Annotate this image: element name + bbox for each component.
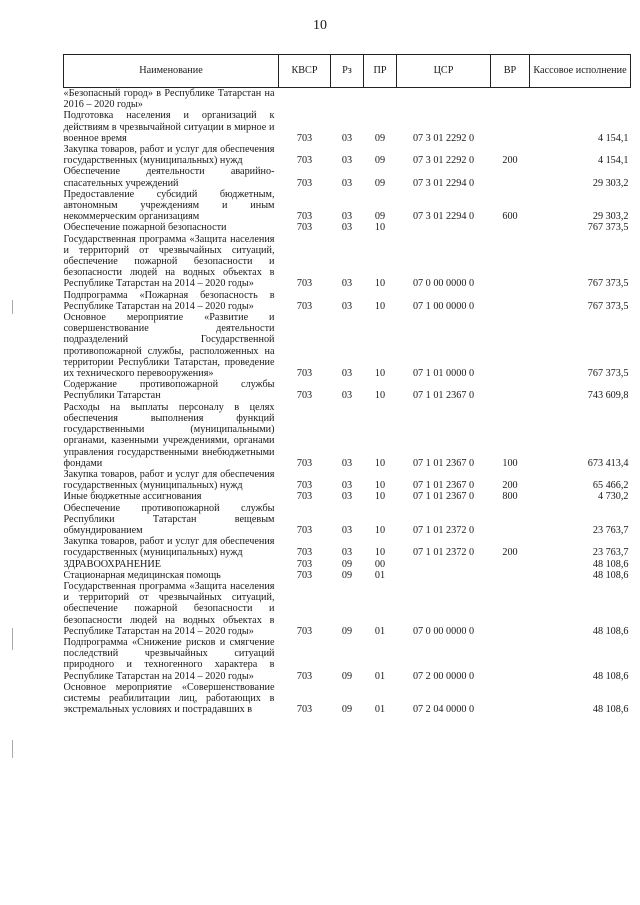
row-kvsr: 703 (296, 300, 313, 312)
row-name: Иные бюджетные ассигнования (63, 491, 202, 503)
row-kvsr: 703 (296, 155, 313, 167)
row-csr: 07 3 01 2292 0 (412, 132, 475, 144)
row-sum: 767 373,5 (587, 300, 629, 312)
row-kvsr: 703 (296, 558, 313, 570)
row-vr (491, 570, 530, 581)
row-kvsr: 703 (296, 368, 313, 380)
table-row (64, 88, 631, 111)
table-row (64, 559, 631, 570)
row-csr: 07 3 01 2294 0 (412, 211, 475, 223)
row-sum: 4 154,1 (597, 132, 629, 144)
row-name: Основное мероприятие «Совершенствование системы реабилитации лиц, работающих в экстремальных условиях и пострадавших в (63, 681, 275, 716)
table-row (64, 189, 631, 223)
row-name: Государственная программа «Защита населения и территорий от чрезвычайных ситуаций, обеспечение пожарной безопасности и безопасности людей на водных объектах в Республике Татарстан на 2014 – 2020 годы» (63, 233, 275, 290)
row-vr (491, 312, 530, 379)
row-pr: 09 (374, 155, 386, 167)
row-csr: 07 1 01 2372 0 (412, 547, 475, 559)
row-pr: 10 (374, 457, 386, 469)
table-row (64, 581, 631, 637)
row-vr (491, 682, 530, 716)
row-rz: 03 (341, 211, 353, 223)
row-csr: 07 0 00 0000 0 (412, 625, 475, 637)
row-sum: 48 108,6 (592, 704, 629, 716)
col-header-kvsr: КВСР (279, 55, 331, 88)
row-kvsr: 703 (296, 132, 313, 144)
table-row (64, 290, 631, 312)
row-kvsr: 703 (296, 177, 313, 189)
row-sum: 29 303,2 (592, 177, 629, 189)
row-pr: 10 (374, 300, 386, 312)
row-kvsr: 703 (296, 625, 313, 637)
row-vr (491, 222, 530, 233)
table-row (64, 503, 631, 537)
col-header-rz: Рз (331, 55, 364, 88)
row-name: Расходы на выплаты персоналу в целях обеспечения выполнения функций государственными (муниципальными) органами, казенными учреждениями, органами управления государственными внебюджетными фондами (63, 401, 275, 469)
margin-mark (12, 628, 13, 650)
row-vr (491, 581, 530, 637)
row-rz: 09 (341, 569, 353, 581)
row-name: Основное мероприятие «Развитие и совершенствование деятельности подразделений Государственной противопожарной службы, расположенных на территории Республики Татарстан, проведение их технического перевооружения» (63, 312, 275, 380)
row-rz: 03 (341, 480, 353, 492)
row-name: Подготовка населения и организаций к действиям в чрезвычайной ситуации в мирное и военное время (63, 110, 275, 144)
table-row (64, 570, 631, 581)
budget-table (63, 54, 631, 715)
row-rz: 09 (341, 670, 353, 682)
row-csr: 07 1 01 2367 0 (412, 491, 475, 503)
row-rz: 09 (341, 558, 353, 570)
row-csr (397, 559, 491, 570)
row-rz: 03 (341, 390, 353, 402)
row-sum (530, 88, 631, 111)
row-sum: 743 609,8 (587, 390, 629, 402)
row-rz: 03 (341, 278, 353, 290)
table-row (64, 491, 631, 502)
row-pr: 01 (374, 704, 386, 716)
row-pr: 10 (374, 368, 386, 380)
header-row (64, 55, 631, 88)
row-pr: 09 (374, 177, 386, 189)
table-row (64, 312, 631, 379)
row-sum: 767 373,5 (587, 278, 629, 290)
row-sum: 673 413,4 (587, 457, 629, 469)
row-name: Обеспечение деятельности аварийно-спасательных учреждений (63, 166, 275, 189)
table-row (64, 110, 631, 144)
row-name: Подпрограмма «Пожарная безопасность в Республике Татарстан на 2014 – 2020 годы» (63, 289, 275, 312)
row-sum: 48 108,6 (592, 670, 629, 682)
row-pr: 10 (374, 480, 386, 492)
col-header-name: Наименование (64, 55, 279, 88)
page-number: 10 (313, 18, 327, 33)
row-vr: 200 (502, 547, 518, 559)
table-row (64, 379, 631, 401)
margin-mark (12, 740, 13, 758)
row-pr: 01 (374, 569, 386, 581)
row-rz: 03 (341, 222, 353, 234)
row-rz: 03 (341, 457, 353, 469)
col-header-csr: ЦСР (397, 55, 491, 88)
row-kvsr: 703 (296, 491, 313, 503)
row-sum: 767 373,5 (587, 222, 629, 234)
row-pr: 09 (374, 211, 386, 223)
row-kvsr (279, 88, 331, 111)
row-rz: 09 (341, 704, 353, 716)
row-name: Закупка товаров, работ и услуг для обеспечения государственных (муниципальных) нужд (63, 144, 275, 167)
row-csr: 07 1 01 2367 0 (412, 390, 475, 402)
row-pr: 10 (374, 491, 386, 503)
row-vr: 200 (502, 480, 518, 492)
row-pr: 00 (374, 558, 386, 570)
row-sum: 48 108,6 (592, 625, 629, 637)
row-sum: 23 763,7 (592, 524, 629, 536)
row-name: Закупка товаров, работ и услуг для обеспечения государственных (муниципальных) нужд (63, 536, 275, 559)
table-row (64, 682, 631, 716)
col-header-pr: ПР (364, 55, 397, 88)
row-rz: 03 (341, 155, 353, 167)
row-name: ЗДРАВООХРАНЕНИЕ (63, 558, 161, 570)
table-row (64, 469, 631, 491)
row-kvsr: 703 (296, 457, 313, 469)
row-kvsr: 703 (296, 569, 313, 581)
row-pr (364, 88, 397, 111)
row-rz: 03 (341, 177, 353, 189)
row-csr (397, 222, 491, 233)
row-vr: 200 (502, 155, 518, 167)
row-vr (491, 559, 530, 570)
row-csr: 07 0 00 0000 0 (412, 278, 475, 290)
row-vr (491, 637, 530, 682)
row-vr: 800 (502, 491, 518, 503)
margin-mark (12, 300, 13, 314)
table-row (64, 234, 631, 290)
row-csr: 07 3 01 2292 0 (412, 155, 475, 167)
row-name: Государственная программа «Защита населения и территорий от чрезвычайных ситуаций, обеспечение пожарной безопасности и безопасности людей на водных объектах в Республике Татарстан на 2014 – 2020 годы» (63, 580, 275, 637)
col-header-vr: ВР (491, 55, 530, 88)
row-kvsr: 703 (296, 222, 313, 234)
row-csr (397, 570, 491, 581)
row-rz: 03 (341, 132, 353, 144)
table-row (64, 402, 631, 469)
row-csr (397, 88, 491, 111)
row-name: Закупка товаров, работ и услуг для обеспечения государственных (муниципальных) нужд (63, 468, 275, 492)
row-pr: 01 (374, 625, 386, 637)
row-pr: 10 (374, 390, 386, 402)
row-vr: 600 (502, 211, 518, 223)
row-sum: 4 730,2 (597, 491, 629, 503)
row-name: «Безопасный город» в Республике Татарстан на 2016 – 2020 годы» (63, 88, 275, 111)
row-kvsr: 703 (296, 704, 313, 716)
row-csr: 07 1 00 0000 0 (412, 300, 475, 312)
row-kvsr: 703 (296, 278, 313, 290)
row-pr: 10 (374, 524, 386, 536)
row-kvsr: 703 (296, 547, 313, 559)
row-rz (331, 88, 364, 111)
row-name: Предоставление субсидий бюджетным, автономным учреждениям и иным некоммерческим организациям (63, 188, 275, 223)
row-name: Стационарная медицинская помощь (63, 569, 221, 581)
row-rz: 03 (341, 547, 353, 559)
row-rz: 03 (341, 300, 353, 312)
row-sum: 23 763,7 (592, 547, 629, 559)
row-vr (491, 379, 530, 401)
row-name: Обеспечение пожарной безопасности (63, 222, 227, 234)
row-rz: 03 (341, 368, 353, 380)
row-pr: 01 (374, 670, 386, 682)
row-sum: 767 373,5 (587, 368, 629, 380)
row-kvsr: 703 (296, 670, 313, 682)
row-vr (491, 503, 530, 537)
row-name: Обеспечение противопожарной службы Республики Татарстан вещевым обмундированием (63, 502, 275, 536)
row-rz: 03 (341, 491, 353, 503)
row-vr (491, 110, 530, 144)
row-kvsr: 703 (296, 524, 313, 536)
row-pr: 10 (374, 547, 386, 559)
row-pr: 09 (374, 132, 386, 144)
row-sum: 4 154,1 (597, 155, 629, 167)
row-kvsr: 703 (296, 211, 313, 223)
table-row (64, 222, 631, 233)
row-vr: 100 (502, 457, 518, 469)
table-row (64, 536, 631, 558)
row-pr: 10 (374, 278, 386, 290)
row-sum: 65 466,2 (592, 480, 629, 492)
row-vr (491, 234, 530, 290)
row-kvsr: 703 (296, 480, 313, 492)
col-header-sum: Кассовое исполнение (530, 55, 631, 88)
row-vr (491, 88, 530, 111)
row-csr: 07 1 01 2367 0 (412, 480, 475, 492)
row-sum: 29 303,2 (592, 211, 629, 223)
table-row (64, 637, 631, 682)
row-name: Содержание противопожарной службы Республики Татарстан (63, 379, 275, 402)
row-rz: 09 (341, 625, 353, 637)
row-name: Подпрограмма «Снижение рисков и смягчение последствий чрезвычайных ситуаций природного и техногенного характера в Республике Татарстан на 2014 – 2020 годы» (63, 636, 275, 682)
row-kvsr: 703 (296, 390, 313, 402)
row-sum: 48 108,6 (592, 558, 629, 570)
row-csr: 07 3 01 2294 0 (412, 177, 475, 189)
row-vr (491, 166, 530, 188)
row-csr: 07 1 01 0000 0 (412, 368, 475, 380)
row-sum: 48 108,6 (592, 569, 629, 581)
row-pr: 10 (374, 222, 386, 234)
row-rz: 03 (341, 524, 353, 536)
row-csr: 07 2 00 0000 0 (412, 670, 475, 682)
row-csr: 07 2 04 0000 0 (412, 704, 475, 716)
row-csr: 07 1 01 2372 0 (412, 524, 475, 536)
table-row (64, 166, 631, 188)
row-csr: 07 1 01 2367 0 (412, 457, 475, 469)
row-vr (491, 290, 530, 312)
table-row (64, 144, 631, 166)
